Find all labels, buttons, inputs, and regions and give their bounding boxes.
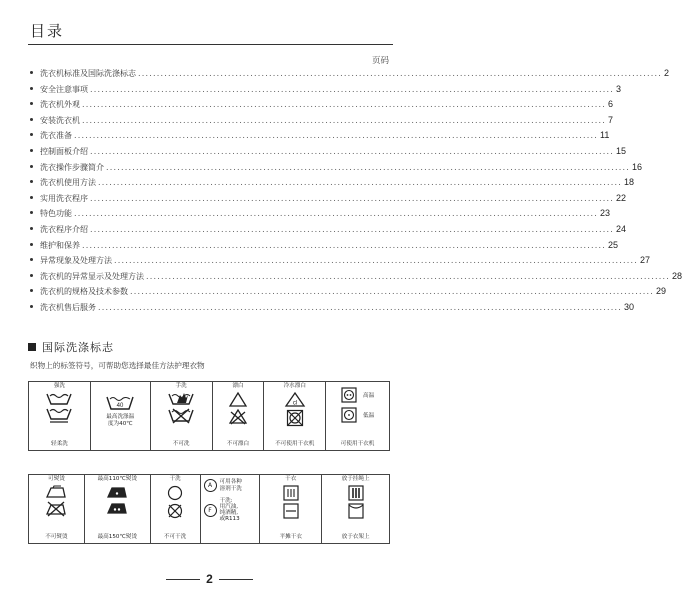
solvent-cell: [200, 475, 260, 544]
iron-icon: [45, 485, 67, 499]
bullet-icon: [30, 305, 33, 308]
toc-entry-page: 15: [616, 145, 627, 156]
toc-entry-label: 洗衣准备: [40, 131, 72, 141]
no-iron-icon: [45, 501, 67, 517]
iron-low-icon: [106, 485, 128, 499]
wash-tub-icon: [46, 392, 72, 406]
temperature-tub-icon: [106, 395, 134, 411]
dry-clean-cell: [150, 475, 200, 544]
toc-entry-label: 异常现象及处理方法: [40, 256, 112, 266]
bullet-icon: [30, 102, 33, 105]
dot-leader: ............................................................................................................................................: [98, 302, 623, 312]
toc-entry-page: 23: [600, 208, 611, 219]
temp-value-text: 40: [116, 403, 124, 409]
toc-entry-page: 16: [632, 161, 643, 172]
toc-entry-label: 安装洗衣机: [40, 115, 80, 125]
dot-leader: ............................................................................................................................................: [98, 178, 623, 188]
dot-leader: ............................................................................................................................................: [130, 287, 655, 297]
toc-entry: [30, 223, 627, 240]
toc-entry-label: 维护和保养: [40, 240, 80, 250]
dot-leader: ............................................................................................................................................: [82, 100, 607, 110]
toc-entry-label: 洗衣操作步骤简介: [40, 162, 104, 172]
toc-entry: [30, 130, 610, 146]
bullet-icon: [30, 149, 33, 152]
bullet-icon: [30, 211, 33, 214]
no-wash-icon: [168, 408, 194, 424]
iron-temp-cell: [84, 475, 150, 544]
rack-dry-icon: [348, 503, 364, 519]
hand-wash-label: 手洗: [175, 383, 187, 389]
strong-wash-label: 强洗: [53, 383, 66, 389]
bullet-icon: [30, 165, 33, 168]
bleach-triangle-icon: [229, 392, 247, 407]
toc-entry-label: 实用洗衣程序: [40, 193, 88, 203]
toc-entry-label: 洗衣机的规格及技术参数: [40, 287, 128, 297]
toc-entry: [30, 208, 611, 224]
page-title: 目录: [30, 22, 65, 40]
bullet-icon: [30, 227, 33, 230]
dot-leader: ............................................................................................................................................: [82, 115, 607, 125]
bullet-icon: [30, 71, 33, 74]
toc-entry-page: 24: [616, 223, 627, 234]
toc-entry-label: 洗衣机标准及国际洗涤标志: [40, 69, 136, 78]
toc-entry: [30, 301, 635, 318]
max-temp-label-1: 最高洗涤温: [106, 414, 135, 420]
no-dry-clean-icon: [167, 503, 183, 519]
title-rule: [28, 44, 393, 45]
cold-bleach-label: 冷水漂白: [283, 383, 306, 389]
line-dry-cell: [260, 475, 322, 544]
toc-entry: [30, 239, 619, 256]
toc-entry: [30, 83, 622, 100]
dot-leader: ............................................................................................................................................: [106, 162, 631, 172]
page-number: 2: [206, 572, 213, 586]
dot-leader: ............................................................................................................................................: [114, 256, 639, 266]
wash-cell: [29, 382, 91, 451]
dot-leader: ............................................................................................................................................: [146, 271, 671, 281]
section-heading-text: 国际洗涤标志: [42, 341, 114, 354]
toc-entry-page: 25: [608, 239, 619, 250]
toc-entry: [30, 255, 651, 271]
bullet-icon: [30, 196, 33, 199]
dot-leader: ............................................................................................................................................: [90, 224, 615, 234]
bullet-icon: [30, 87, 33, 90]
bullet-icon: [30, 243, 33, 246]
toc-entry-label: 安全注意事项: [40, 84, 88, 94]
section-subtitle: 织物上的标签符号，可帮助您选择最佳方法护理衣物: [30, 361, 205, 370]
drip-dry-icon: [283, 485, 299, 501]
circle-f-text-4: 或R113: [219, 516, 240, 522]
low-temp-label: 低温: [362, 413, 375, 419]
square-bullet-icon: [28, 343, 36, 351]
flat-dry-label: 平摊干衣: [279, 534, 302, 540]
toc-entry: [30, 270, 682, 287]
circle-a-text-2: 溶剂干洗: [219, 485, 242, 492]
toc-entry: [30, 68, 670, 84]
toc-entry-page: 6: [608, 99, 614, 110]
high-temp-label: 高温: [362, 393, 375, 399]
toc-entry-label: 洗衣机售后服务: [40, 302, 96, 312]
flat-dry-icon: [283, 503, 299, 519]
dot-leader: ............................................................................................................................................: [74, 209, 599, 219]
hang-dry-label: 放于挂绳上: [341, 476, 370, 482]
dryer-cell: [326, 382, 390, 451]
hang-dry-icon: [348, 485, 364, 501]
max-temp-label-2: 度为40℃: [107, 421, 133, 427]
toc-entry-label: 洗衣程序介绍: [40, 224, 88, 234]
toc-entry: [30, 286, 667, 302]
iron-medium-icon: [106, 501, 128, 515]
toc-entry-page: 18: [624, 177, 635, 188]
toc-entry-label: 洗衣机使用方法: [40, 178, 96, 188]
gentle-wash-label: 轻柔洗: [51, 441, 68, 447]
circle-f-text-1: 干洗:: [219, 498, 233, 504]
line-dry-label: 干衣: [285, 476, 297, 482]
toc-entry-page: 11: [600, 130, 610, 141]
section-heading: [28, 339, 114, 355]
hand-wash-icon: [168, 392, 194, 406]
circle-f-text-2: 用汽油,: [219, 504, 239, 510]
toc-entry-page: 22: [616, 192, 627, 203]
circle-f-text-3: 纯酒精,: [219, 510, 239, 516]
bullet-icon: [30, 274, 33, 277]
dot-leader: ............................................................................................................................................: [74, 131, 599, 141]
toc-entry-label: 洗衣机的异常显示及处理方法: [40, 271, 144, 281]
bullet-icon: [30, 289, 33, 292]
bullet-icon: [30, 180, 33, 183]
iron-110-label: 最高110℃熨烫: [97, 476, 137, 482]
cold-bleach-cell: [264, 382, 326, 451]
toc-entry-page: 28: [672, 270, 682, 281]
footer-rule-right: [219, 579, 253, 580]
toc-entry: [30, 161, 643, 178]
dryer-ok-label: 可使用干衣机: [340, 441, 375, 447]
temp-cell: [90, 382, 150, 451]
table-of-contents: [30, 68, 682, 318]
page-footer: [0, 572, 419, 586]
toc-entry-page: 29: [656, 286, 667, 297]
toc-entry: [30, 99, 614, 115]
bullet-icon: [30, 258, 33, 261]
hang-dry-cell: [322, 475, 390, 544]
circle-a-text-1: 可用各种: [219, 479, 242, 485]
no-wash-label: 不可洗: [172, 441, 190, 447]
toc-entry: [30, 177, 635, 193]
care-symbol-table: [28, 474, 390, 544]
toc-entry-page: 7: [608, 114, 614, 125]
gentle-wash-icon: [46, 408, 72, 424]
toc-entry: [30, 192, 627, 209]
iron-ok-label: 可熨烫: [48, 476, 65, 482]
iron-cell: [29, 475, 85, 544]
hand-wash-cell: [150, 382, 212, 451]
dot-leader: ............................................................................................................................................: [90, 193, 615, 203]
toc-entry-page: 27: [640, 255, 651, 266]
dot-leader: ............................................................................................................................................: [138, 69, 663, 78]
cold-bleach-icon: [285, 392, 305, 407]
dryer-high-temp-icon: [341, 387, 357, 403]
no-dry-clean-label: 不可干洗: [163, 534, 187, 540]
no-dryer-label: 不可使用干衣机: [275, 441, 315, 447]
toc-entry-page: 3: [616, 83, 622, 94]
toc-entry-label: 特色功能: [40, 209, 72, 219]
no-bleach-label: 不可漂白: [226, 441, 250, 447]
bullet-icon: [30, 118, 33, 121]
bleach-cell: [212, 382, 264, 451]
circle-f-icon: F: [204, 504, 217, 517]
dry-clean-label: 干洗: [169, 476, 181, 482]
dot-leader: ............................................................................................................................................: [90, 84, 615, 94]
toc-entry-label: 洗衣机外观: [40, 100, 80, 110]
toc-entry: [30, 114, 614, 131]
page-column-label: 页码: [371, 56, 389, 66]
toc-entry-label: 控制面板介绍: [40, 146, 88, 156]
toc-entry: [30, 145, 627, 162]
no-bleach-icon: [228, 409, 248, 425]
wash-symbol-table: [28, 381, 390, 451]
dot-leader: ............................................................................................................................................: [82, 240, 607, 250]
toc-entry-page: 2: [664, 68, 670, 78]
svg-text:cl: cl: [292, 400, 297, 407]
no-dryer-icon: [286, 409, 304, 427]
footer-rule-left: [166, 579, 200, 580]
iron-150-label: 最高150℃熨烫: [97, 534, 137, 540]
toc-entry-page: 30: [624, 301, 635, 312]
no-iron-label: 不可熨烫: [45, 534, 68, 540]
rack-dry-label: 放于衣架上: [341, 534, 370, 540]
bleach-label: 漂白: [232, 383, 244, 389]
dot-leader: ............................................................................................................................................: [90, 146, 615, 156]
dryer-low-temp-icon: [341, 407, 357, 423]
bullet-icon: [30, 133, 33, 136]
dry-clean-circle-icon: [167, 485, 183, 501]
circle-a-icon: A: [204, 479, 217, 492]
